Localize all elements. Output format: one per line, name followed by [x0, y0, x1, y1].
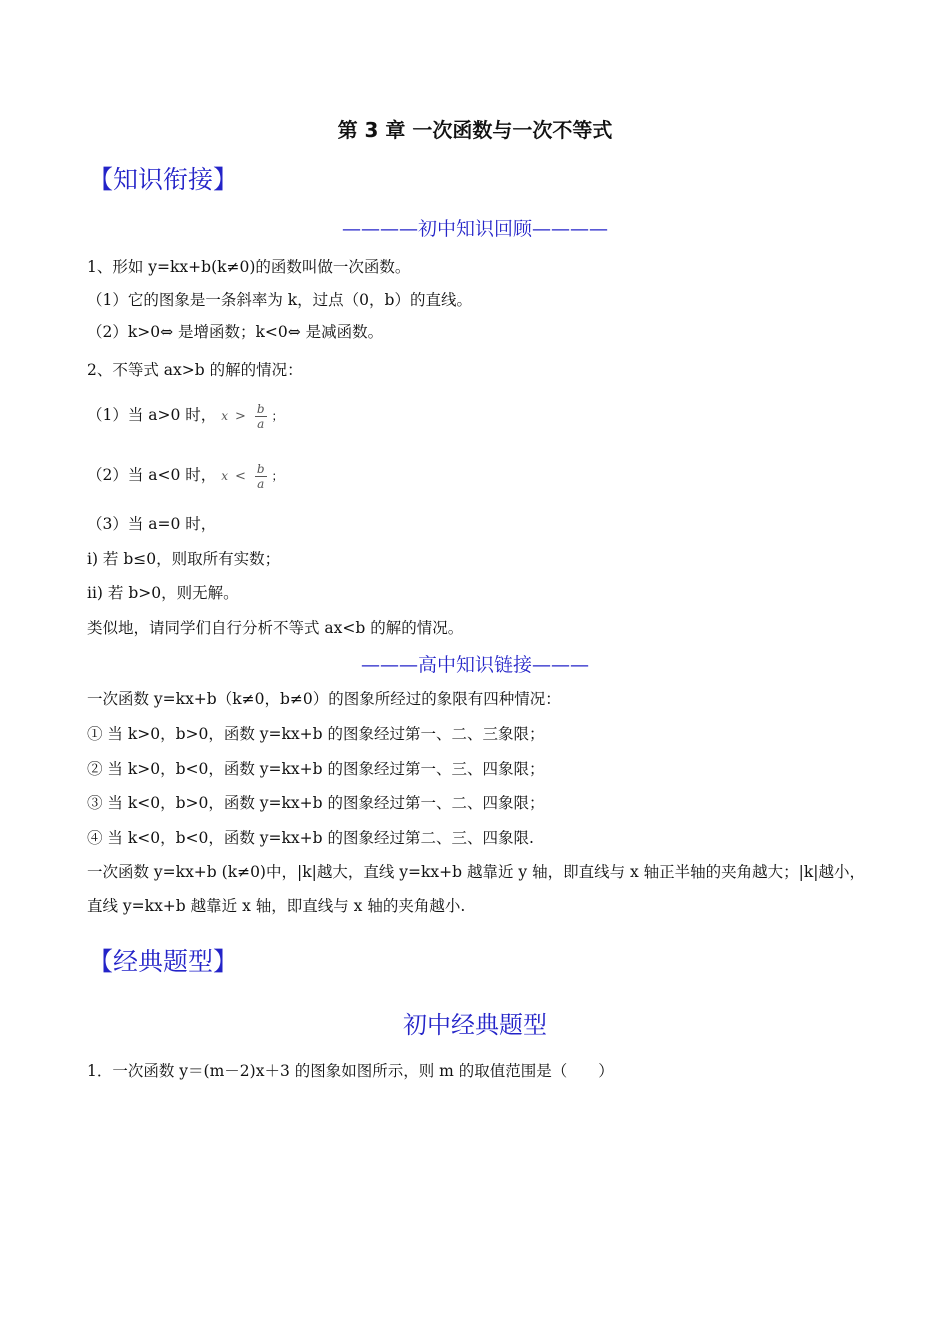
case-suffix: ； — [271, 409, 284, 423]
text-line: 类似地，请同学们自行分析不等式 ax<b 的解的情况。 — [87, 619, 464, 637]
fraction-denominator: a — [257, 416, 265, 431]
fraction-numerator: b — [256, 401, 265, 416]
fraction-denominator: a — [257, 476, 265, 491]
text-line: 一次函数 y=kx+b（k≠0，b≠0）的图象所经过的象限有四种情况： — [87, 690, 561, 708]
text-line: ② 当 k>0，b<0，函数 y=kx+b 的图象经过第一、三、四象限； — [87, 760, 545, 778]
text-line: （3）当 a=0 时， — [87, 515, 217, 533]
formula-operator: > — [234, 409, 246, 424]
paragraph-slope: 一次函数 y=kx+b (k≠0)中，|k|越大，直线 y=kx+b 越靠近 y 轴，即直线与 x 轴正半轴的夹角越大；|k|越小，直线 y=kx+b 越靠近 x 轴，即直线与 x 轴的夹角越小. — [87, 863, 865, 915]
case-suffix: ； — [271, 469, 284, 483]
subheading-junior-classic: 初中经典题型 — [403, 1011, 547, 1039]
text-line: ii) 若 b>0，则无解。 — [87, 584, 239, 602]
text-line: i) 若 b≤0，则取所有实数； — [87, 550, 281, 568]
section-heading-knowledge: 【知识衔接】 — [88, 165, 239, 194]
formula-operator: < — [234, 469, 246, 484]
subheading-senior-link: ———高中知识链接——— — [360, 654, 589, 676]
text-line: ③ 当 k<0，b>0，函数 y=kx+b 的图象经过第一、二、四象限； — [87, 794, 545, 812]
text-line: 2、不等式 ax>b 的解的情况： — [87, 361, 303, 379]
fraction — [255, 462, 267, 491]
question-1: 1．一次函数 y＝(m－2)x＋3 的图象如图所示，则 m 的取值范围是（ ） — [87, 1062, 614, 1080]
text-line: （2）k>0⇔ 是增函数；k<0⇔ 是减函数。 — [87, 323, 384, 341]
text-line: ④ 当 k<0，b<0，函数 y=kx+b 的图象经过第二、三、四象限. — [87, 829, 534, 847]
section-heading-classic: 【经典题型】 — [88, 947, 239, 976]
text-line: 1、形如 y=kx+b(k≠0)的函数叫做一次函数。 — [87, 258, 411, 276]
text-line: （1）它的图象是一条斜率为 k，过点（0，b）的直线。 — [87, 291, 472, 309]
chapter-title: 第 3 章 一次函数与一次不等式 — [337, 118, 613, 142]
formula-var: x — [221, 409, 229, 423]
fraction — [255, 402, 267, 431]
subheading-junior-review: ————初中知识回顾———— — [341, 218, 608, 240]
case-a-positive — [87, 398, 283, 434]
case-prefix: （2）当 a<0 时， — [87, 466, 217, 484]
formula-var: x — [221, 469, 229, 483]
case-a-negative — [87, 458, 283, 494]
fraction-numerator: b — [256, 461, 265, 476]
case-prefix: （1）当 a>0 时， — [87, 406, 217, 424]
text-line: ① 当 k>0，b>0，函数 y=kx+b 的图象经过第一、二、三象限； — [87, 725, 545, 743]
